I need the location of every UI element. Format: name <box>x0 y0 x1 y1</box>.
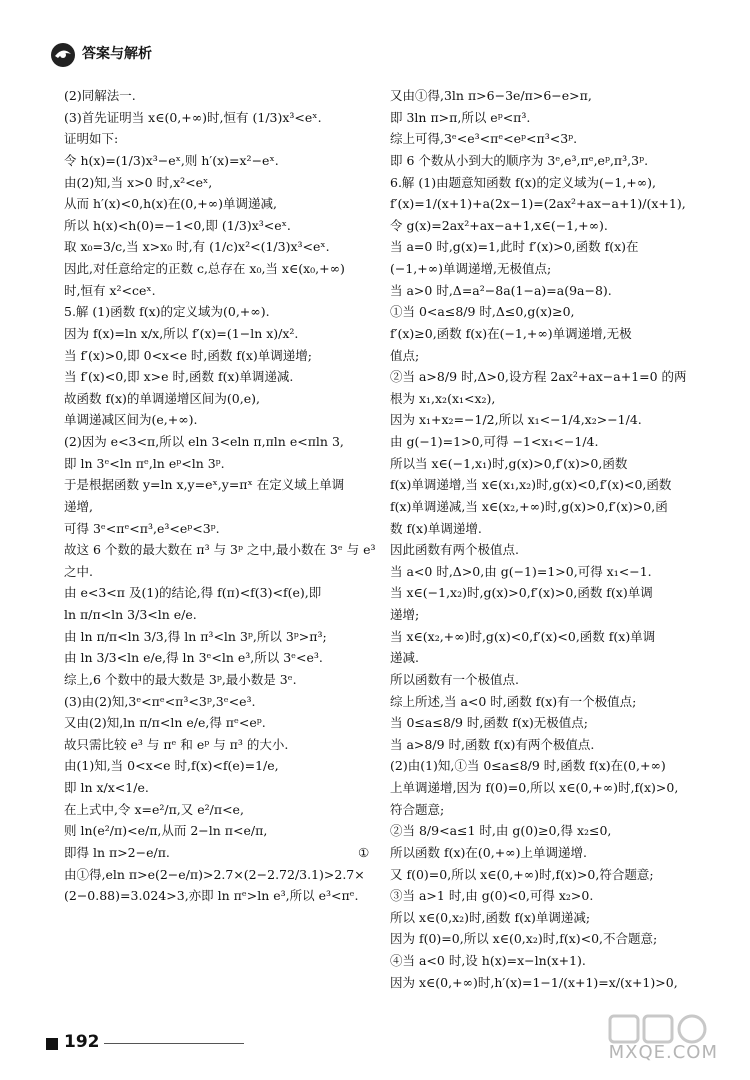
right-column-line: 综上所述,当 a<0 时,函数 f(x)有一个极值点; <box>390 693 637 709</box>
left-column-line: 由(1)知,当 0<x<e 时,f(x)<f(e)=1/e, <box>64 758 279 774</box>
right-column-line: 因为 x₁+x₂=−1/2,所以 x₁<−1/4,x₂>−1/4. <box>390 412 642 428</box>
watermark-logo-icon <box>608 1010 708 1046</box>
page-number: 192 <box>64 1032 100 1052</box>
left-column-line: 5.解 (1)函数 f(x)的定义域为(0,+∞). <box>64 304 270 320</box>
right-column-line: 当 a<0 时,Δ>0,由 g(−1)=1>0,可得 x₁<−1. <box>390 563 652 579</box>
right-column-line: ③当 a>1 时,由 g(0)<0,可得 x₂>0. <box>390 888 594 904</box>
left-column-line: 即 ln 3ᵉ<ln πᵉ,ln eᵖ<ln 3ᵖ. <box>64 455 225 471</box>
right-column-line: 令 g(x)=2ax²+ax−a+1,x∈(−1,+∞). <box>390 217 608 233</box>
left-column-line: (2)因为 e<3<π,所以 eln 3<eln π,πln e<πln 3, <box>64 434 344 449</box>
right-column-line: f′(x)=1/(x+1)+a(2x−1)=(2ax²+ax−a+1)/(x+1), <box>390 196 686 212</box>
left-column-line: 单调递减区间为(e,+∞). <box>64 412 198 428</box>
right-column-line: (−1,+∞)单调递增,无极值点; <box>390 261 552 276</box>
right-column-line: 综上可得,3ᵉ<e³<πᵉ<eᵖ<π³<3ᵖ. <box>390 131 578 147</box>
right-column-line: ②当 a>8/9 时,Δ>0,设方程 2ax²+ax−a+1=0 的两 <box>390 369 687 385</box>
right-column-line: f(x)单调递减,当 x∈(x₂,+∞)时,g(x)>0,f′(x)>0,函 <box>390 498 668 514</box>
right-column-line: 因此函数有两个极值点. <box>390 542 519 558</box>
right-column-line: f′(x)≥0,函数 f(x)在(−1,+∞)单调递增,无极 <box>390 325 632 341</box>
logo-icon <box>50 42 76 68</box>
right-column-line: 又由①得,3ln π>6−3e/π>6−e>π, <box>390 88 592 103</box>
left-column-line: 由(2)知,当 x>0 时,x²<eˣ, <box>64 174 213 190</box>
page-title: 答案与解析 <box>82 46 152 62</box>
right-column-line: 又 f(0)=0,所以 x∈(0,+∞)时,f(x)>0,符合题意; <box>390 866 654 882</box>
left-column-line: 在上式中,令 x=e²/π,又 e²/π<e, <box>64 801 244 817</box>
right-column-line: 当 a>0 时,Δ=a²−8a(1−a)=a(9a−8). <box>390 282 612 298</box>
left-column-line: 可得 3ᵉ<πᵉ<π³,e³<eᵖ<3ᵖ. <box>64 520 220 536</box>
left-column-line: 当 f′(x)>0,即 0<x<e 时,函数 f(x)单调递增; <box>64 347 313 363</box>
left-column-line: 又由(2)知,ln π/π<ln e/e,得 πᵉ<eᵖ. <box>64 715 266 731</box>
right-column-line: 当 a=0 时,g(x)=1,此时 f′(x)>0,函数 f(x)在 <box>390 239 639 255</box>
right-column-line: 所以函数有一个极值点. <box>390 671 519 687</box>
left-column-line: 故函数 f(x)的单调递增区间为(0,e), <box>64 390 260 406</box>
right-column-line: ②当 8/9<a≤1 时,由 g(0)≥0,得 x₂≤0, <box>390 823 612 839</box>
right-column-line: 上单调递增,因为 f(0)=0,所以 x∈(0,+∞)时,f(x)>0, <box>390 780 679 795</box>
left-column-line: (3)首先证明当 x∈(0,+∞)时,恒有 (1/3)x³<eˣ. <box>64 109 322 125</box>
right-column-line: ①当 0<a≤8/9 时,Δ≤0,g(x)≥0, <box>390 304 575 320</box>
left-column-line: 则 ln(e²/π)<e/π,从而 2−ln π<e/π, <box>64 823 268 839</box>
right-column <box>390 88 710 996</box>
left-column-line: 取 x₀=3/c,当 x>x₀ 时,有 (1/c)x²<(1/3)x³<eˣ. <box>64 239 330 255</box>
equation-marker: ① <box>358 844 370 860</box>
left-column-line: 即得 ln π>2−e/π. ① <box>64 844 370 860</box>
left-column-line: 由①得,eln π>e(2−e/π)>2.7×(2−2.72/3.1)>2.7× <box>64 866 365 882</box>
right-column-line: 即 3ln π>π,所以 eᵖ<π³. <box>390 109 531 125</box>
left-column-line: 由 ln π/π<ln 3/3,得 ln π³<ln 3ᵖ,所以 3ᵖ>π³; <box>64 628 327 644</box>
right-column-line: 6.解 (1)由题意知函数 f(x)的定义域为(−1,+∞), <box>390 174 657 190</box>
footer-divider <box>104 1043 244 1044</box>
right-column-line: 所以 x∈(0,x₂)时,函数 f(x)单调递减; <box>390 909 591 925</box>
left-column-line: 因为 f(x)=ln x/x,所以 f′(x)=(1−ln x)/x². <box>64 325 299 341</box>
right-column-line: f(x)单调递增,当 x∈(x₁,x₂)时,g(x)<0,f′(x)<0,函数 <box>390 477 672 493</box>
left-column <box>64 88 384 910</box>
right-column-line: (2)由(1)知,①当 0≤a≤8/9 时,函数 f(x)在(0,+∞) <box>390 758 666 774</box>
right-column-line: 当 0≤a≤8/9 时,函数 f(x)无极值点; <box>390 715 589 731</box>
left-column-line: 证明如下: <box>64 131 119 147</box>
right-column-line: 当 x∈(x₂,+∞)时,g(x)<0,f′(x)<0,函数 f(x)单调 <box>390 628 656 644</box>
left-column-line: (2)同解法一. <box>64 88 136 103</box>
left-column-line: 由 ln 3/3<ln e/e,得 ln 3ᵉ<ln e³,所以 3ᵉ<e³. <box>64 650 323 666</box>
left-column-line: 之中. <box>64 563 93 579</box>
left-column-line: 由 e<3<π 及(1)的结论,得 f(π)<f(3)<f(e),即 <box>64 585 322 601</box>
page-header <box>50 40 710 74</box>
left-column-line: 因此,对任意给定的正数 c,总存在 x₀,当 x∈(x₀,+∞) <box>64 261 345 276</box>
right-column-line: 递减. <box>390 650 419 666</box>
right-column-line: 值点; <box>390 347 420 363</box>
right-column-line: 因为 f(0)=0,所以 x∈(0,x₂)时,f(x)<0,不合题意; <box>390 931 658 947</box>
footer-square-icon <box>46 1038 58 1050</box>
right-column-line: 数 f(x)单调递增. <box>390 520 482 536</box>
left-column-line: 于是根据函数 y=ln x,y=eˣ,y=πˣ 在定义域上单调 <box>64 477 345 493</box>
left-column-line: (3)由(2)知,3ᵉ<πᵉ<π³<3ᵖ,3ᵉ<e³. <box>64 693 256 709</box>
left-column-line: ln π/π<ln 3/3<ln e/e. <box>64 607 197 622</box>
left-column-line: 综上,6 个数中的最大数是 3ᵖ,最小数是 3ᵉ. <box>64 671 297 687</box>
page-footer <box>46 1030 726 1063</box>
left-column-line: 所以 h(x)<h(0)=−1<0,即 (1/3)x³<eˣ. <box>64 217 291 233</box>
right-column-line: 所以当 x∈(−1,x₁)时,g(x)>0,f′(x)>0,函数 <box>390 455 628 471</box>
left-column-line: 从而 h′(x)<0,h(x)在(0,+∞)单调递减, <box>64 196 277 212</box>
right-column-line: 因为 x∈(0,+∞)时,h′(x)=1−1/(x+1)=x/(x+1)>0, <box>390 974 678 990</box>
right-column-line: 当 x∈(−1,x₂)时,g(x)>0,f′(x)>0,函数 f(x)单调 <box>390 585 653 601</box>
right-column-line: 符合题意; <box>390 801 445 817</box>
right-column-line: 由 g(−1)=1>0,可得 −1<x₁<−1/4. <box>390 434 599 449</box>
left-column-line: 故只需比较 e³ 与 πᵉ 和 eᵖ 与 π³ 的大小. <box>64 736 289 752</box>
left-column-line: 时,恒有 x²<ceˣ. <box>64 282 156 298</box>
right-column-line: ④当 a<0 时,设 h(x)=x−ln(x+1). <box>390 953 586 968</box>
right-column-line: 所以函数 f(x)在(0,+∞)上单调递增. <box>390 844 587 860</box>
left-column-line: 故这 6 个数的最大数在 π³ 与 3ᵖ 之中,最小数在 3ᵉ 与 e³ <box>64 542 376 558</box>
left-column-line: 令 h(x)=(1/3)x³−eˣ,则 h′(x)=x²−eˣ. <box>64 152 279 168</box>
right-column-line: 当 a>8/9 时,函数 f(x)有两个极值点. <box>390 736 595 752</box>
watermark-text: MXQE.COM <box>608 1042 718 1063</box>
right-column-line: 根为 x₁,x₂(x₁<x₂), <box>390 390 496 406</box>
right-column-line: 即 6 个数从小到大的顺序为 3ᵉ,e³,πᵉ,eᵖ,π³,3ᵖ. <box>390 152 649 168</box>
watermark <box>598 1012 718 1072</box>
left-column-line: 递增, <box>64 498 93 514</box>
left-column-line: 即 ln x/x<1/e. <box>64 780 149 795</box>
left-column-line: (2−0.88)=3.024>3,亦即 ln πᵉ>ln e³,所以 e³<πᵉ. <box>64 888 359 904</box>
left-column-line: 当 f′(x)<0,即 x>e 时,函数 f(x)单调递减. <box>64 369 294 385</box>
right-column-line: 递增; <box>390 607 420 622</box>
